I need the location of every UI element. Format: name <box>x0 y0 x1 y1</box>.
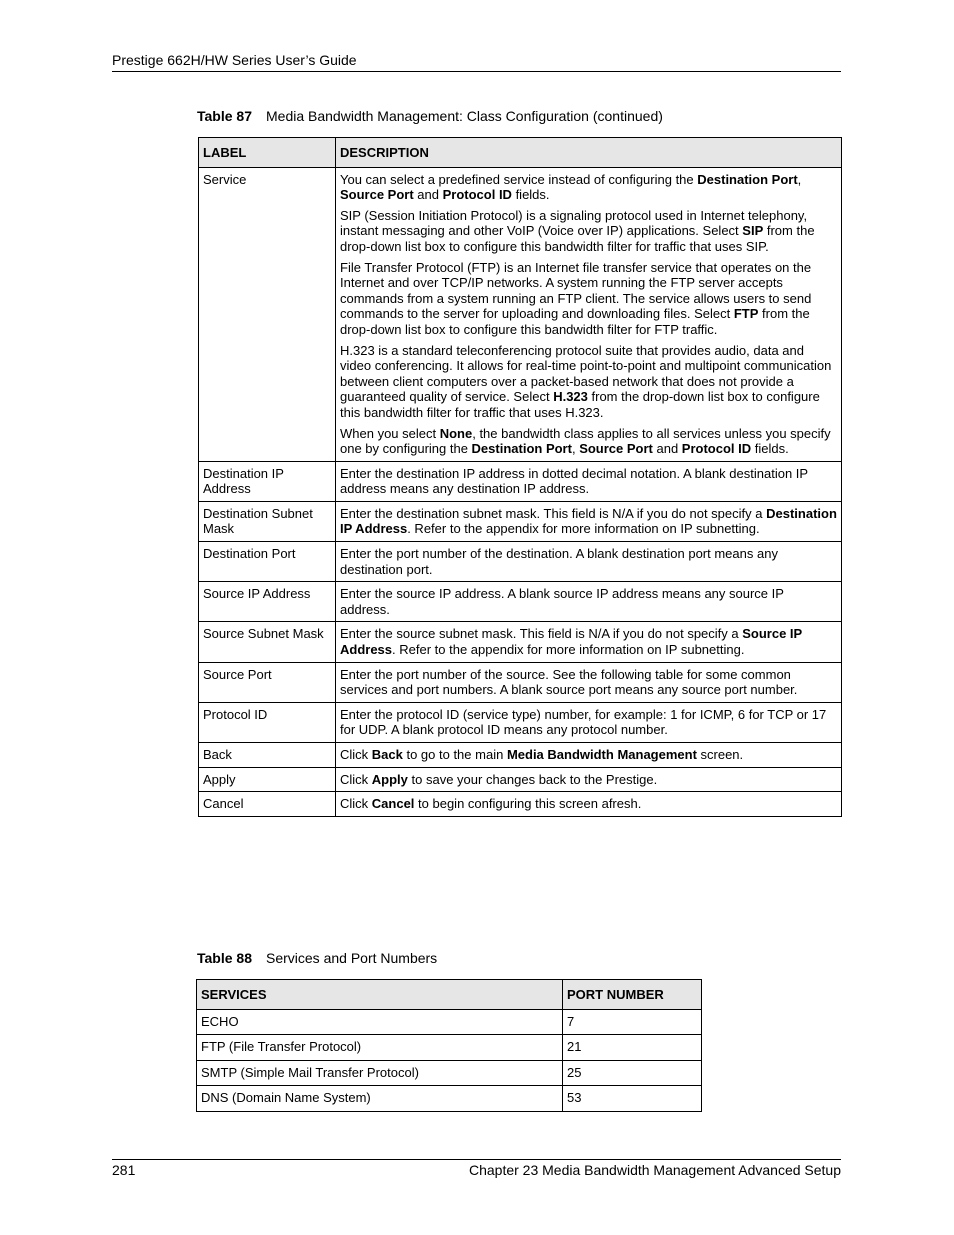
bold-term: Source Port <box>579 441 653 457</box>
text-segment: You can select a predefined service instead of configuring the <box>340 171 698 187</box>
description-paragraph <box>340 343 837 421</box>
table-row <box>197 1035 702 1061</box>
text-segment: Enter the destination subnet mask. This field is N/A if you do not specify a <box>340 505 767 521</box>
row-label: Service <box>199 167 336 461</box>
bold-term: Source IP Address <box>340 626 802 658</box>
port-number-cell: 21 <box>563 1035 702 1061</box>
description-paragraph <box>340 466 837 497</box>
description-paragraph <box>340 707 837 738</box>
row-label: Apply <box>199 767 336 792</box>
table-row <box>197 1009 702 1035</box>
text-segment: . Refer to the appendix for more information on IP subnetting. <box>392 642 745 658</box>
row-description <box>336 622 842 662</box>
bold-term: FTP <box>733 306 759 322</box>
description-paragraph <box>340 260 837 338</box>
text-segment: Click <box>340 747 372 762</box>
row-label: Destination IP Address <box>199 461 336 501</box>
table-87-caption-text: Media Bandwidth Management: Class Configuration (continued) <box>266 108 663 124</box>
header-rule <box>112 71 841 72</box>
table-row <box>199 743 842 768</box>
table-row <box>197 1086 702 1112</box>
bold-term: Destination Port <box>697 171 798 187</box>
row-description <box>336 167 842 461</box>
text-segment: Enter the source subnet mask. This field is N/A if you do not specify a <box>340 626 743 642</box>
text-segment: from the drop-down list box to configure this bandwidth filter for traffic that uses SIP. <box>340 223 815 254</box>
row-label: Cancel <box>199 792 336 817</box>
class-configuration-table-body <box>199 167 842 816</box>
text-segment: to begin configuring this screen afresh. <box>414 796 642 812</box>
text-segment: Enter the destination IP address in dotted decimal notation. A blank destination IP address means any destination IP address. <box>340 465 808 497</box>
table-header-row <box>199 138 842 168</box>
port-number-cell: 53 <box>563 1086 702 1112</box>
bold-term: None <box>439 425 473 441</box>
table-87-caption <box>197 107 663 125</box>
bold-term: Destination IP Address <box>340 505 837 537</box>
bold-term: H.323 <box>553 389 588 405</box>
label-column-header: LABEL <box>199 138 336 168</box>
text-segment: Enter the port number of the source. See the following table for some common services and port numbers. A blank source port means any source port number. <box>340 666 798 698</box>
row-description <box>336 792 842 817</box>
services-ports-table-body <box>197 1009 702 1111</box>
text-segment: Click <box>340 796 372 812</box>
page-footer <box>112 1161 841 1179</box>
text-segment: Click <box>340 771 372 787</box>
text-segment: fields. <box>511 187 550 203</box>
description-paragraph <box>340 626 837 657</box>
description-paragraph <box>340 546 837 577</box>
table-row <box>199 461 842 501</box>
text-segment: When you select <box>340 425 440 441</box>
table-row <box>199 501 842 541</box>
bold-term: Protocol ID <box>442 187 512 203</box>
text-segment: and <box>652 441 682 457</box>
chapter-title: Chapter 23 Media Bandwidth Management Advanced Setup <box>468 1162 841 1178</box>
text-segment: H.323 is a standard teleconferencing protocol suite that provides audio, data and video conferencing. It allows for real-time point-to-point and multipoint communication between client computers over a packet-based network that does not provide a guaranteed quality of service. Select <box>340 342 832 405</box>
row-description <box>336 501 842 541</box>
port-number-cell: 25 <box>563 1060 702 1086</box>
service-name-cell: FTP (File Transfer Protocol) <box>197 1035 563 1061</box>
row-label: Source IP Address <box>199 582 336 622</box>
description-column-header: DESCRIPTION <box>336 138 842 168</box>
table-88-caption <box>197 949 437 967</box>
row-description <box>336 743 842 768</box>
description-paragraph <box>340 796 837 812</box>
footer-rule <box>112 1159 841 1160</box>
row-description <box>336 662 842 702</box>
row-description <box>336 461 842 501</box>
bold-term: Source Port <box>340 187 414 203</box>
table-87-caption-number: Table 87 <box>197 108 252 124</box>
text-segment: screen. <box>696 747 744 762</box>
row-label: Protocol ID <box>199 702 336 742</box>
services-ports-table <box>196 979 702 1112</box>
text-segment: Enter the source IP address. A blank source IP address means any source IP address. <box>340 586 784 617</box>
table-row <box>199 582 842 622</box>
bold-term: Media Bandwidth Management <box>506 747 697 762</box>
table-row <box>199 662 842 702</box>
port-number-cell: 7 <box>563 1009 702 1035</box>
row-label: Back <box>199 743 336 768</box>
class-configuration-table <box>198 137 842 817</box>
description-paragraph <box>340 426 837 457</box>
text-segment: to save your changes back to the Prestige. <box>407 771 658 787</box>
row-description <box>336 582 842 622</box>
text-segment: , <box>571 441 580 457</box>
running-header: Prestige 662H/HW Series User’s Guide <box>112 52 357 68</box>
service-name-cell: SMTP (Simple Mail Transfer Protocol) <box>197 1060 563 1086</box>
table-row <box>199 167 842 461</box>
text-segment: File Transfer Protocol (FTP) is an Internet file transfer service that operates on the Internet and over TCP/IP networks. A system running the FTP server accepts commands from a system running an FTP client. The service allows users to send commands to the server for uploading and downloading files. Select <box>340 259 812 322</box>
table-row <box>197 1060 702 1086</box>
text-segment: from the drop-down list box to configure this bandwidth filter for traffic that uses H.323. <box>340 389 820 420</box>
description-paragraph <box>340 586 837 617</box>
row-label: Source Subnet Mask <box>199 622 336 662</box>
row-description <box>336 702 842 742</box>
text-segment: . Refer to the appendix for more information on IP subnetting. <box>407 521 760 537</box>
table-header-row <box>197 980 702 1010</box>
table-88-caption-number: Table 88 <box>197 950 252 966</box>
table-row <box>199 542 842 582</box>
text-segment: from the drop-down list box to configure this bandwidth filter for FTP traffic. <box>340 306 810 337</box>
text-segment: , the bandwidth class applies to all services unless you specify one by configuring the <box>340 425 831 457</box>
row-description <box>336 767 842 792</box>
table-row <box>199 622 842 662</box>
table-row <box>199 702 842 742</box>
row-description <box>336 542 842 582</box>
description-paragraph <box>340 172 837 203</box>
text-segment: Enter the protocol ID (service type) number, for example: 1 for ICMP, 6 for TCP or 17 for UDP. A blank protocol ID means any protocol number. <box>340 706 827 738</box>
bold-term: Apply <box>371 771 408 787</box>
page-number: 281 <box>112 1162 136 1178</box>
service-name-cell: ECHO <box>197 1009 563 1035</box>
row-label: Destination Subnet Mask <box>199 501 336 541</box>
description-paragraph <box>340 667 837 698</box>
port-number-column-header: PORT NUMBER <box>563 980 702 1010</box>
text-segment: , <box>797 171 802 187</box>
row-label: Source Port <box>199 662 336 702</box>
text-segment: and <box>413 187 443 203</box>
bold-term: Destination Port <box>471 441 572 457</box>
description-paragraph <box>340 506 837 537</box>
table-88-caption-text: Services and Port Numbers <box>266 950 438 966</box>
description-paragraph <box>340 208 837 255</box>
description-paragraph <box>340 747 837 763</box>
bold-term: Protocol ID <box>681 441 752 457</box>
text-segment: SIP (Session Initiation Protocol) is a signaling protocol used in Internet telephony, instant messaging and other VoIP (Voice over IP) applications. Select <box>340 207 808 239</box>
table-row <box>199 792 842 817</box>
text-segment: to go to the main <box>402 747 507 762</box>
description-paragraph <box>340 772 837 788</box>
text-segment: Enter the port number of the destination. A blank destination port means any destination port. <box>340 546 778 577</box>
service-name-cell: DNS (Domain Name System) <box>197 1086 563 1112</box>
text-segment: fields. <box>751 441 789 457</box>
table-row <box>199 767 842 792</box>
row-label: Destination Port <box>199 542 336 582</box>
bold-term: SIP <box>742 223 764 239</box>
bold-term: Back <box>371 747 403 762</box>
bold-term: Cancel <box>371 796 415 812</box>
services-column-header: SERVICES <box>197 980 563 1010</box>
